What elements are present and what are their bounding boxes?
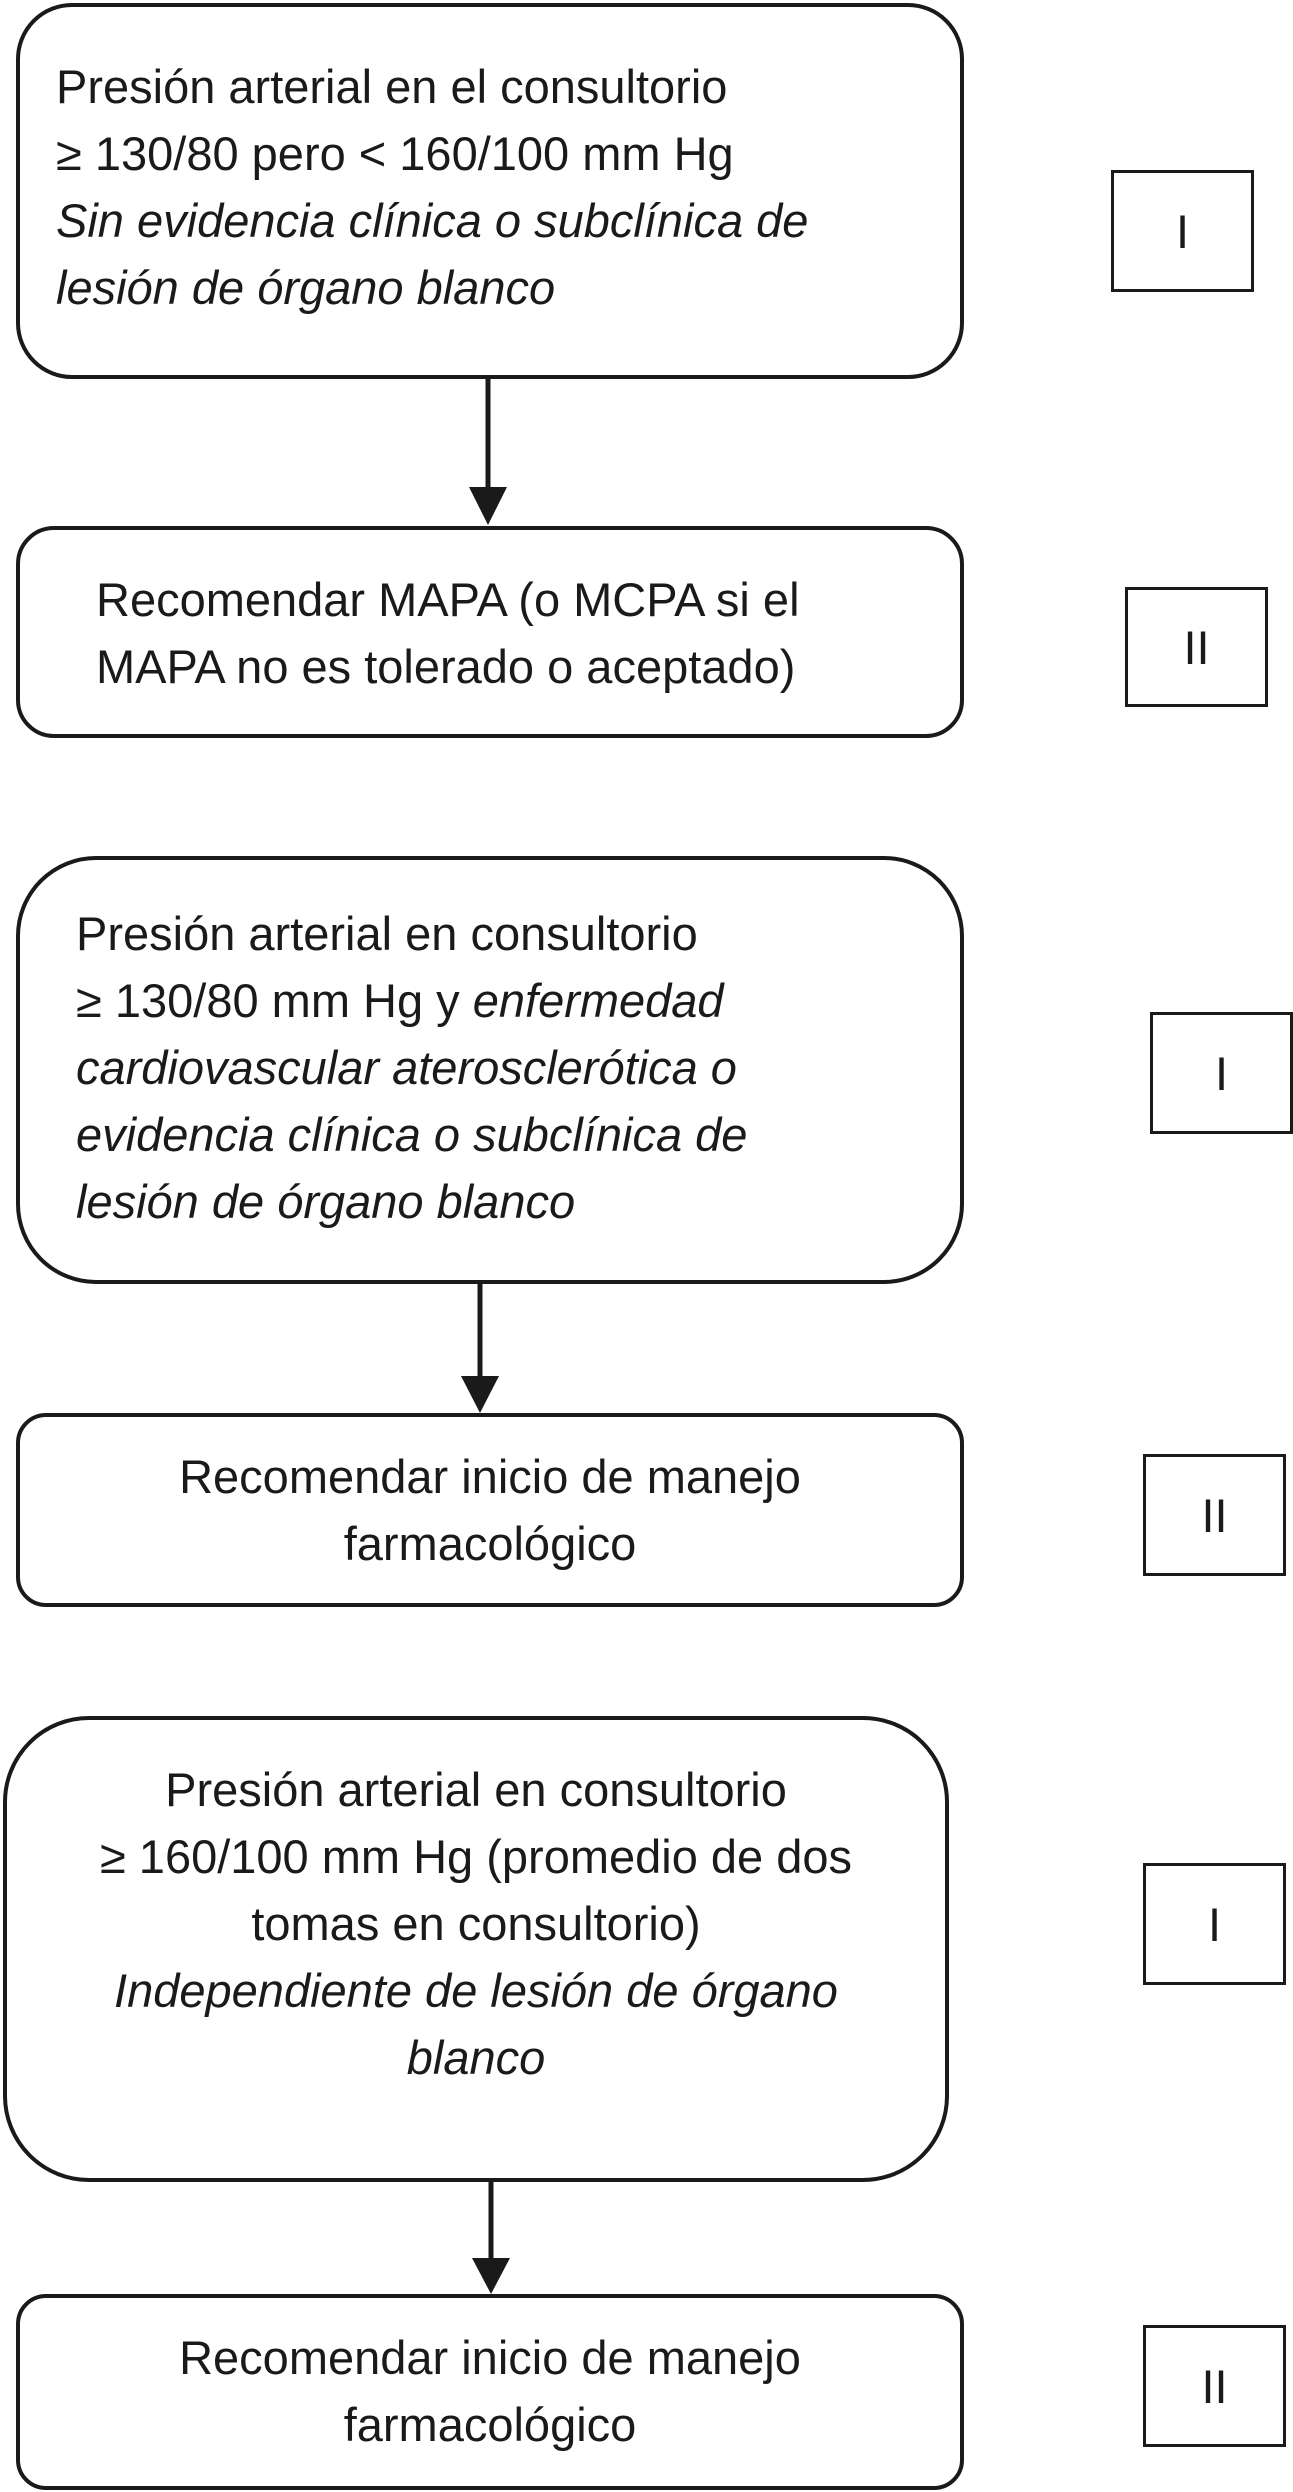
box-line: Recomendar inicio de manejo — [179, 2331, 801, 2384]
evidence-level-badge — [1125, 587, 1268, 707]
box-line: tomas en consultorio) — [251, 1897, 701, 1950]
box-line: Presión arterial en consultorio — [76, 907, 698, 960]
box-line: Recomendar MAPA (o MCPA si el — [96, 573, 800, 626]
box-line: lesión de órgano blanco — [76, 1175, 576, 1228]
box-line: Presión arterial en el consultorio — [56, 60, 728, 113]
evidence-level-badge — [1143, 1863, 1286, 1985]
box-line: ≥ 160/100 mm Hg (promedio de dos — [99, 1830, 853, 1883]
evidence-level-label: II — [1201, 1488, 1228, 1542]
box-line: ≥ 130/80 mm Hg y enfermedad — [76, 974, 724, 1027]
evidence-level-badge — [1150, 1012, 1293, 1134]
arrow-down-icon — [460, 1284, 500, 1413]
box-office-bp-ascvd — [16, 856, 964, 1284]
evidence-level-label: II — [1201, 2359, 1228, 2413]
evidence-level-label: I — [1214, 1046, 1229, 1100]
box-line: farmacológico — [343, 2398, 637, 2451]
box-office-bp-130-160 — [16, 3, 964, 379]
evidence-level-badge — [1143, 2325, 1286, 2447]
box-line: ≥ 130/80 pero < 160/100 mm Hg — [56, 127, 734, 180]
box-line: farmacológico — [343, 1517, 637, 1570]
box-recommend-pharmacologic — [16, 1413, 964, 1607]
box-line: blanco — [406, 2031, 546, 2084]
box-line: Presión arterial en consultorio — [165, 1763, 787, 1816]
evidence-level-badge — [1143, 1454, 1286, 1576]
box-line: Independiente de lesión de órgano — [114, 1964, 838, 2017]
box-recommend-pharmacologic — [16, 2294, 964, 2490]
arrow-down-icon — [471, 2182, 511, 2294]
evidence-level-label: I — [1207, 1897, 1222, 1951]
box-office-bp-160 — [3, 1716, 949, 2182]
evidence-level-label: II — [1183, 620, 1210, 674]
box-line: Sin evidencia clínica o subclínica de — [56, 194, 809, 247]
evidence-level-label: I — [1175, 204, 1190, 258]
box-recommend-mapa — [16, 526, 964, 738]
box-line: lesión de órgano blanco — [56, 261, 556, 314]
box-line: MAPA no es tolerado o aceptado) — [96, 640, 796, 693]
evidence-level-badge — [1111, 170, 1254, 292]
arrow-down-icon — [468, 379, 508, 525]
box-line: evidencia clínica o subclínica de — [76, 1108, 748, 1161]
box-line: cardiovascular aterosclerótica o — [76, 1041, 737, 1094]
box-line: Recomendar inicio de manejo — [179, 1450, 801, 1503]
